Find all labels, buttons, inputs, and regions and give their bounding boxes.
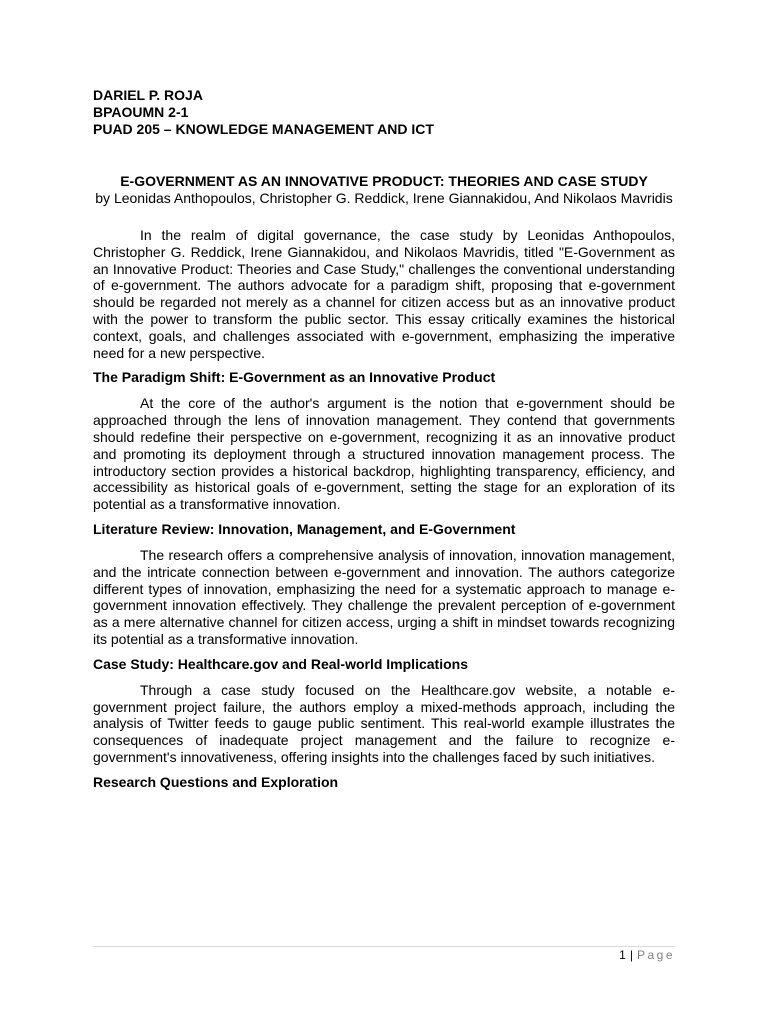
course-title: PUAD 205 – KNOWLEDGE MANAGEMENT AND ICT: [93, 121, 434, 137]
document-byline: by Leonidas Anthopoulos, Christopher G. Reddick, Irene Giannakidou, And Nikolaos Mavridis: [95, 190, 673, 206]
document-page: [93, 87, 675, 800]
section-heading-literature-review: Literature Review: Innovation, Management, and E-Government: [93, 520, 516, 537]
section-body-case-study: Through a case study focused on the Healthcare.gov website, a notable e-government project failure, the authors employ a mixed-methods approach, including the analysis of Twitter feeds to gauge public sentiment. This real-world example illustrates the consequences of inadequate project management and the failure to recognize e-government's innovativeness, offering insights into the challenges faced by such initiatives.: [93, 681, 675, 765]
page-label: Page: [636, 948, 675, 962]
page-separator: |: [629, 948, 633, 962]
intro-paragraph: In the realm of digital governance, the case study by Leonidas Anthopoulos, Christopher G. Reddick, Irene Giannakidou, and Nikolaos Mavridis, titled "E-Government as an Innovative Product: Theories and Case Study," challenges the conventional understanding of e-government. The authors advocate for a paradigm shift, proposing that e-government should be regarded not merely as a channel for citizen access but as an innovative product with the power to transform the public sector. This essay critically examines the historical context, goals, and challenges associated with e-government, emphasizing the imperative need for a new perspective.: [93, 227, 675, 361]
section-body-literature-review: The research offers a comprehensive analysis of innovation, innovation management, and the intricate connection between e-government and innovation. The authors categorize different types of innovation, emphasizing the need for a systematic approach to manage e-government innovation effectively. They challenge the prevalent perception of e-government as a mere alternative channel for citizen access, urging a shift in mindset towards recognizing its potential as a transformative innovation.: [93, 546, 675, 647]
footer-divider: [93, 946, 675, 947]
author-name: DARIEL P. ROJA: [93, 87, 203, 103]
page-number: 1: [619, 948, 626, 962]
section-heading-case-study: Case Study: Healthcare.gov and Real-world Implications: [93, 655, 468, 672]
section-heading-paradigm-shift: The Paradigm Shift: E-Government as an Innovative Product: [93, 369, 496, 386]
page-footer: [619, 948, 675, 963]
class-section: BPAOUMN 2-1: [93, 104, 189, 120]
document-title: E-GOVERNMENT AS AN INNOVATIVE PRODUCT: THEORIES AND CASE STUDY: [120, 173, 648, 189]
section-heading-research-questions: Research Questions and Exploration: [93, 773, 339, 790]
section-body-paradigm-shift: At the core of the author's argument is the notion that e-government should be approached through the lens of innovation management. They contend that governments should redefine their perspective on e-government, recognizing it as an innovative product and promoting its deployment through a structured innovation management process. The introductory section provides a historical backdrop, highlighting transparency, efficiency, and accessibility as historical goals of e-government, setting the stage for an exploration of its potential as a transformative innovation.: [93, 395, 675, 513]
